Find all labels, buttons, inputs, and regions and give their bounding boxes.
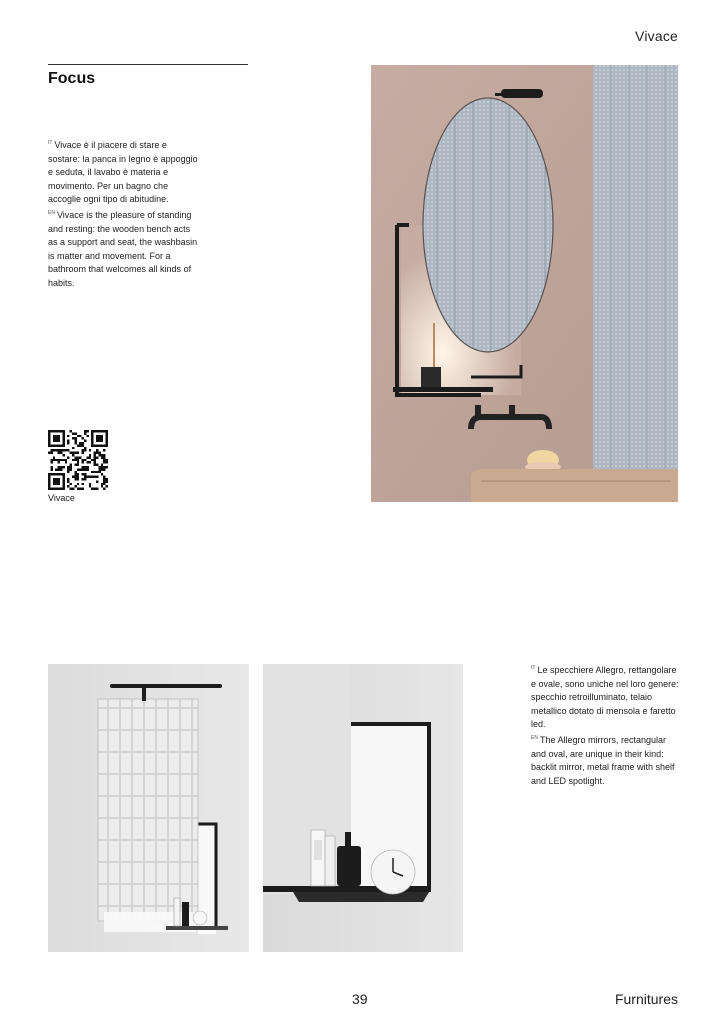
main-photo-round-mirror [371, 65, 678, 502]
intro-text-en: Vivace is the pleasure of standing and resting: the wooden bench acts as a support and seat, the washbasin is matter and movement. For a bathroom that welcomes all kinds of habits. [48, 209, 198, 288]
header-title: Vivace [635, 28, 678, 44]
lang-tag-it: IT [531, 665, 536, 671]
photo-rectangular-mirror [48, 664, 249, 952]
lang-tag-en: EN [531, 734, 538, 741]
page-number: 39 [352, 991, 368, 1007]
intro-text [48, 137, 200, 291]
lang-tag-en: EN [48, 209, 55, 216]
qr-code[interactable] [48, 430, 108, 490]
section-title: Focus [48, 70, 96, 87]
photo-shelf-detail [263, 664, 463, 952]
mirrors-text-it: Le specchiere Allegro, rettangolare e ovale, sono uniche nel loro genere: specchio retroilluminato, telaio metallico dotato di mensola e faretto led. [531, 665, 679, 730]
section-divider [48, 64, 248, 65]
intro-text-it: Vivace è il piacere di stare e sostare: la panca in legno è appoggio e seduta, il lavabo è materia e movimento. Per un bagno che accoglie ogni tipo di abitudine. [48, 140, 198, 205]
footer-section-title: Furnitures [614, 991, 678, 1007]
mirrors-text-en: The Allegro mirrors, rectangular and oval, are unique in their kind: backlit mirror, metal frame with shelf and LED spotlight. [531, 734, 675, 786]
qr-label: Vivace [48, 493, 75, 503]
mirrors-text [531, 662, 681, 788]
lang-tag-it: IT [48, 140, 53, 146]
